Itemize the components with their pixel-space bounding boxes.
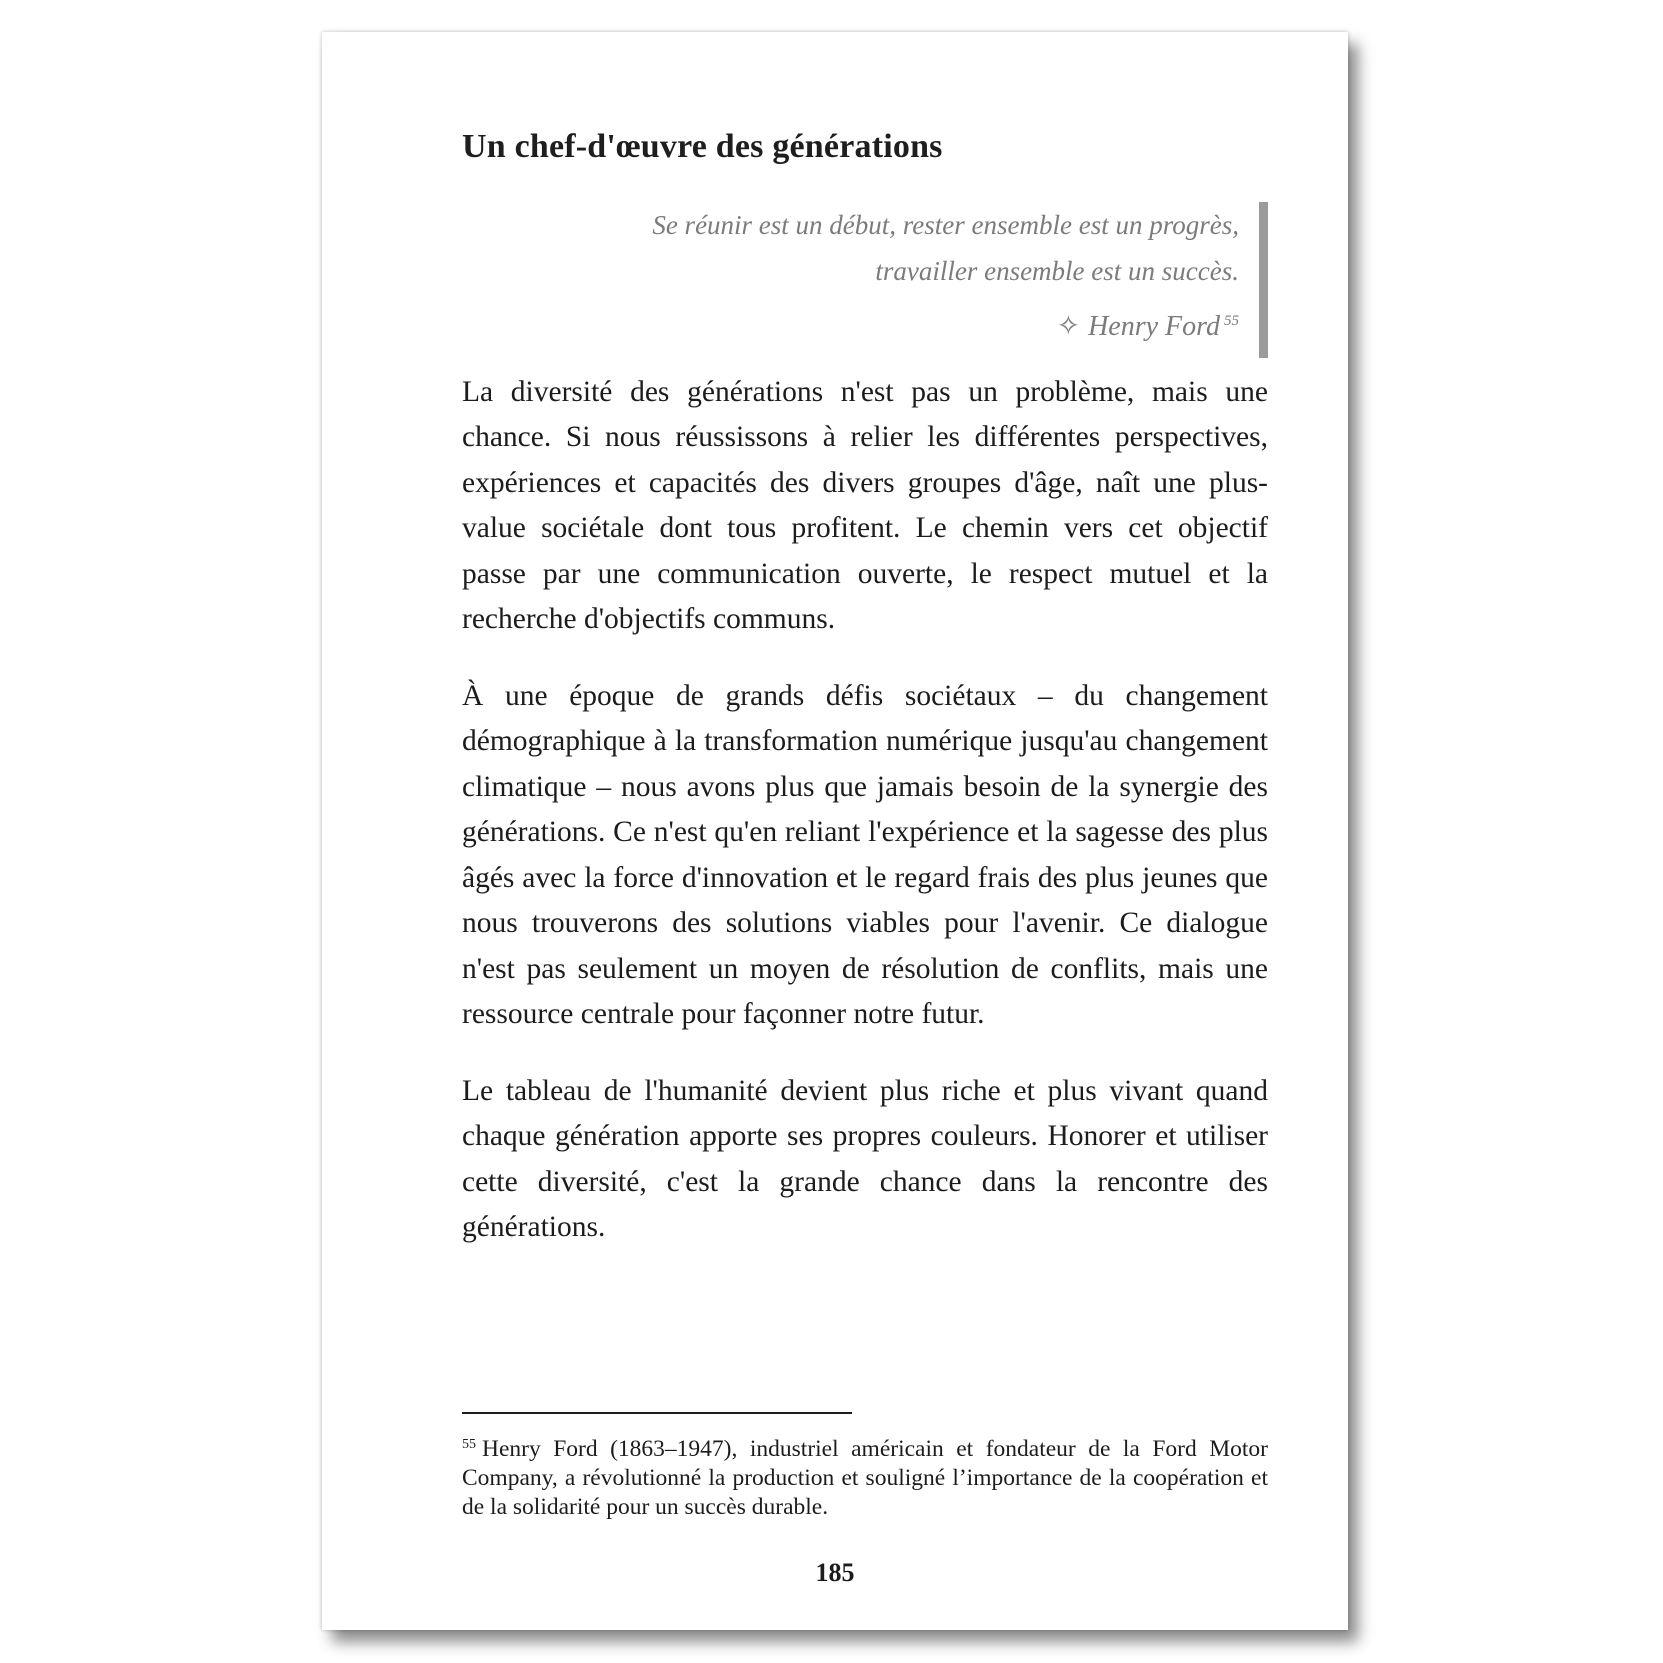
epigraph-line-1: Se réunir est un début, rester ensemble est un progrès, [652, 209, 1239, 240]
page-content [462, 127, 1268, 1251]
star-icon: ✧ [1056, 310, 1081, 342]
footnote-separator [462, 1412, 852, 1414]
footnote [462, 1430, 1268, 1522]
epigraph-attribution [462, 298, 1239, 350]
epigraph [462, 202, 1268, 358]
footnote-reference[interactable]: 55 [1224, 312, 1239, 329]
epigraph-author: Henry Ford [1088, 310, 1220, 342]
chapter-title: Un chef-d'œuvre des générations [462, 128, 943, 165]
body-paragraph-3: Le tableau de l'humanité devient plus riche et plus vivant quand chaque génération apporte ses propres couleurs. Honorer et utiliser cette diversité, c'est la grande chance dans la rencontre des générations. [462, 1074, 1268, 1244]
body-paragraph-2: À une époque de grands défis sociétaux – du changement démographique à la transformation numérique jusqu'au changement climatique – nous avons plus que jamais besoin de la synergie des générations. Ce n'est qu'en reliant l'expérience et la sagesse des plus âgés avec la force d'innovation et le regard frais des plus jeunes que nous trouverons des solutions viables pour l'avenir. Ce dialogue n'est pas seulement un moyen de résolution de conflits, mais une ressource centrale pour façonner notre futur. [462, 679, 1268, 1031]
footnote-text: Henry Ford (1863–1947), industriel américain et fondateur de la Ford Motor Company, a révolutionné la production et souligné l’importance de la coopération et de la solidarité pour un succès durable. [462, 1436, 1268, 1520]
footnote-number: 55 [462, 1437, 476, 1452]
page-number: 185 [815, 1558, 855, 1587]
book-page [322, 32, 1348, 1630]
body-paragraph-1: La diversité des générations n'est pas un problème, mais une chance. Si nous réussissons à relier les différentes perspectives, expériences et capacités des divers groupes d'âge, naît une plus-value sociétale dont tous profitent. Le chemin vers cet objectif passe par une communication ouverte, le respect mutuel et la recherche d'objectifs communs. [462, 375, 1268, 636]
epigraph-line-2: travailler ensemble est un succès. [875, 255, 1239, 286]
